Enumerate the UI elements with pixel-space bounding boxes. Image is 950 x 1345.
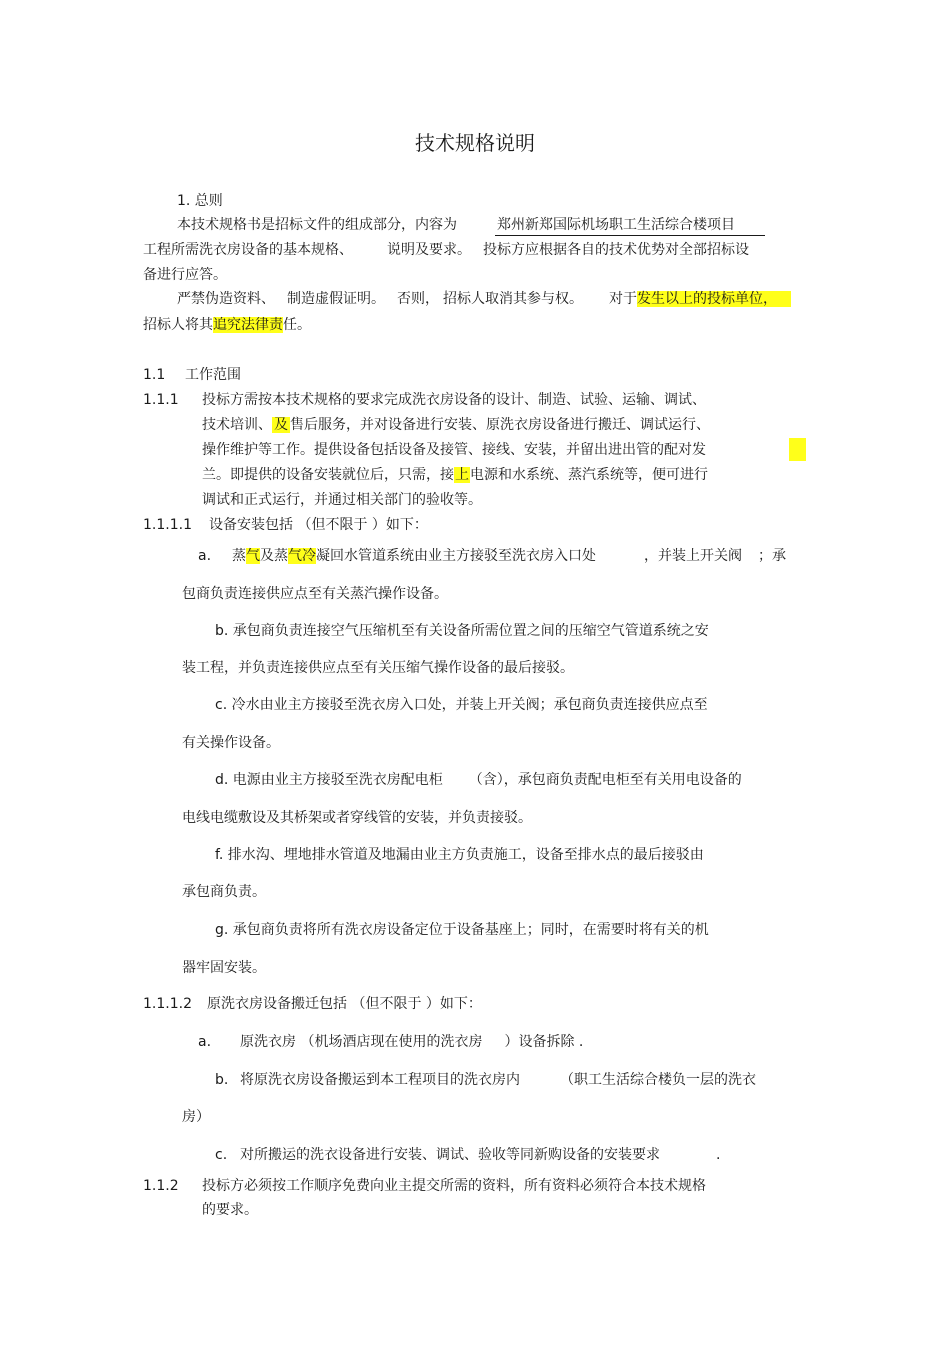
item-d-line2: 电线电缆敷设及其桥架或者穿线管的安装，并负责接驳。 — [182, 810, 532, 826]
project-name: 郑州新郑国际机场职工生活综合楼项目 — [495, 216, 765, 236]
text-fragment: 招标人将其 — [143, 317, 213, 333]
highlighted-text: 及 — [274, 417, 288, 433]
general-para1-line2 — [143, 240, 749, 260]
text-fragment: ）设备拆除 . — [504, 1034, 584, 1050]
relocation-item-b-cont: 房） — [182, 1109, 210, 1125]
text-fragment: 严禁伪造资料、 — [177, 291, 275, 307]
relocation-item-a — [240, 1032, 583, 1052]
item-f-line1: f. 排水沟、埋地排水管道及地漏由业主方负责施工，设备至排水点的最后接驳由 — [215, 847, 704, 863]
relocation-item-a-label: a. — [198, 1034, 212, 1050]
text-fragment: 原洗衣房 （机场酒店现在使用的洗衣房 — [240, 1034, 483, 1050]
text-fragment: ，并装上开关阀 — [644, 548, 742, 564]
paragraph-line: 投标方需按本技术规格的要求完成洗衣房设备的设计、制造、试验、运输、调试、 — [202, 392, 706, 408]
text-fragment: 说明及要求。 — [387, 242, 471, 258]
item-c-line2: 有关操作设备。 — [182, 735, 280, 751]
text-fragment: ；承 — [758, 548, 786, 564]
text-fragment: （职工生活综合楼负一层的洗衣 — [560, 1072, 756, 1088]
item-b-line1: b. 承包商负责连接空气压缩机至有关设备所需位置之间的压缩空气管道系统之安 — [215, 623, 709, 639]
section-title-install: 设备安装包括 （但不限于 ）如下： — [209, 517, 428, 533]
section-number-1-1-1-1: 1.1.1.1 — [143, 517, 192, 533]
paragraph-line — [202, 415, 710, 435]
highlighted-text: 上 — [455, 467, 469, 483]
item-b-line2: 装工程，并负责连接供应点至有关压缩气操作设备的最后接驳。 — [182, 660, 574, 676]
highlighted-text: 气 — [246, 548, 260, 564]
relocation-item-b-label: b. — [215, 1072, 229, 1088]
section-number-1-1: 1.1 — [143, 367, 166, 383]
section-number-1-1-2: 1.1.2 — [143, 1178, 179, 1194]
paragraph-line — [202, 465, 708, 485]
general-para2-line1 — [177, 289, 791, 309]
text-fragment: 及蒸 — [260, 548, 288, 564]
general-para1-line1 — [177, 215, 765, 236]
text-fragment: 招标人取消其参与权。 — [443, 291, 583, 307]
general-para1-line3: 备进行应答。 — [143, 267, 227, 283]
relocation-item-c — [240, 1145, 720, 1165]
item-c-line1: c. 冷水由业主方接驳至洗衣房入口处，并装上开关阀；承包商负责连接供应点至 — [215, 697, 708, 713]
paragraph-line: 的要求。 — [202, 1202, 258, 1218]
section-number-1-1-1: 1.1.1 — [143, 392, 179, 408]
text-fragment: . — [716, 1147, 721, 1163]
text-fragment: 对于 — [609, 291, 637, 307]
text-fragment: d. 电源由业主方接驳至洗衣房配电柜 — [215, 772, 443, 788]
text-fragment: 将原洗衣房设备搬运到本工程项目的洗衣房内 — [240, 1072, 520, 1088]
page-title: 技术规格说明 — [415, 131, 535, 155]
text-fragment: 技术培训、 — [202, 417, 272, 433]
paragraph-line: 操作维护等工作。提供设备包括设备及接管、接线、安装，并留出进出管的配对发 — [202, 442, 706, 458]
item-a-line2: 包商负责连接供应点至有关蒸汽操作设备。 — [182, 586, 448, 602]
text-fragment: 本技术规格书是招标文件的组成部分，内容为 — [177, 217, 457, 233]
item-g-line2: 器牢固安装。 — [182, 960, 266, 976]
section-title-relocation: 原洗衣房设备搬迁包括 （但不限于 ）如下： — [207, 996, 482, 1012]
text-fragment: 否则， — [397, 291, 439, 307]
text-fragment: 制造虚假证明。 — [287, 291, 385, 307]
highlighted-text: 追究法律责 — [213, 317, 283, 333]
text-fragment: 电源和水系统、蒸汽系统等，便可进行 — [470, 467, 708, 483]
text-fragment: 凝回水管道系统由业主方接驳至洗衣房入口处 — [316, 548, 596, 564]
section-heading-general: 1. 总则 — [177, 193, 223, 209]
section-title-work-scope: 工作范围 — [185, 367, 241, 383]
item-g-line1: g. 承包商负责将所有洗衣房设备定位于设备基座上；同时，在需要时将有关的机 — [215, 922, 709, 938]
item-a-label: a. — [198, 548, 212, 564]
text-fragment: 售后服务，并对设备进行安装、原洗衣房设备进行搬迁、调试运行、 — [290, 417, 710, 433]
text-fragment: 任。 — [283, 317, 311, 333]
item-d-line1 — [215, 770, 742, 790]
item-a-line1 — [232, 546, 786, 566]
section-number-1-1-1-2: 1.1.1.2 — [143, 996, 192, 1012]
paragraph-line: 投标方必须按工作顺序免费向业主提交所需的资料，所有资料必须符合本技术规格 — [202, 1178, 706, 1194]
text-fragment: 兰。即提供的设备安装就位后，只需，接 — [202, 467, 454, 483]
highlight-marker — [789, 438, 806, 461]
relocation-item-b — [240, 1070, 756, 1090]
text-fragment: 投标方应根据各自的技术优势对全部招标设 — [483, 242, 749, 258]
relocation-item-c-label: c. — [215, 1147, 228, 1163]
general-para2-line2 — [143, 315, 311, 335]
highlighted-text: 发生以上的投标单位， — [637, 291, 791, 307]
text-fragment: 对所搬运的洗衣设备进行安装、调试、验收等同新购设备的安装要求 — [240, 1147, 660, 1163]
paragraph-line: 调试和正式运行，并通过相关部门的验收等。 — [202, 492, 482, 508]
text-fragment: 蒸 — [232, 548, 246, 564]
item-f-line2: 承包商负责。 — [182, 884, 266, 900]
text-fragment: （含），承包商负责配电柜至有关用电设备的 — [468, 772, 742, 788]
highlighted-text: 气冷 — [288, 548, 316, 564]
text-fragment: 工程所需洗衣房设备的基本规格、 — [143, 242, 353, 258]
